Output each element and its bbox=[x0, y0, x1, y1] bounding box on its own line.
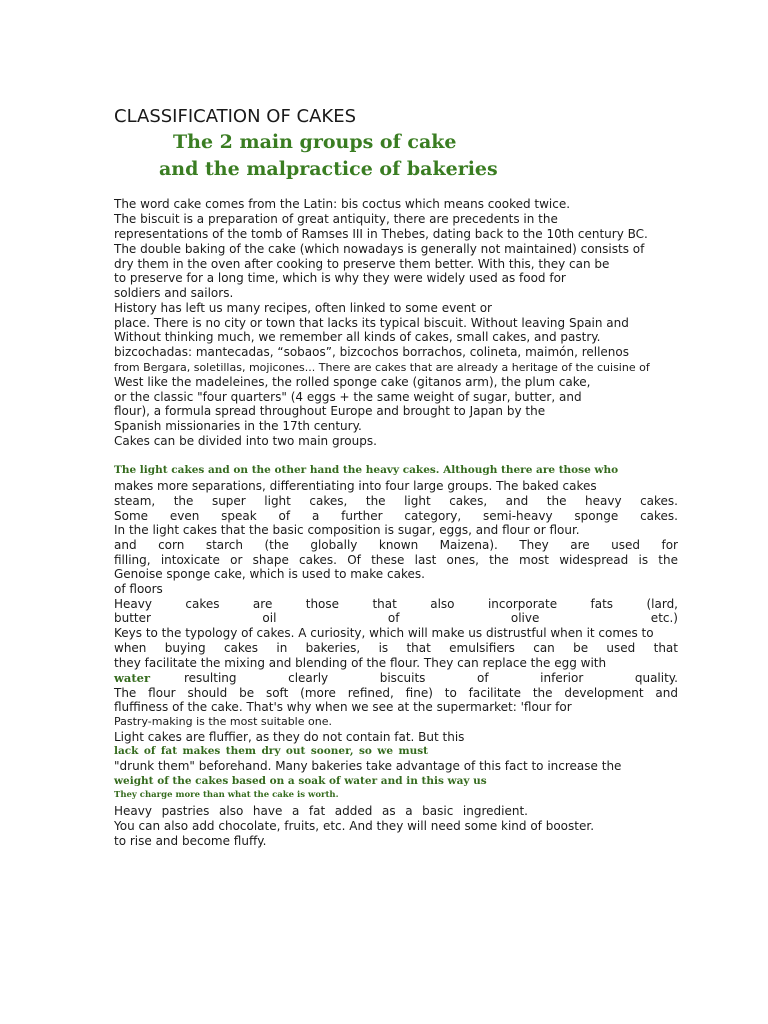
paragraph-line: Keys to the typology of cakes. A curiosity, which will make us distrustful when it comes to bbox=[114, 626, 654, 640]
paragraph-line: Some even speak of a further category, semi-heavy sponge cakes. bbox=[114, 509, 678, 523]
paragraph-line: flour), a formula spread throughout Europe and brought to Japan by the bbox=[114, 404, 546, 418]
paragraph-line: place. There is no city or town that lacks its typical biscuit. Without leaving Spain and bbox=[114, 316, 629, 330]
green-highlight-line: The light cakes and on the other hand the heavy cakes. Although there are those who bbox=[114, 464, 619, 476]
paragraph-line: or the classic "four quarters" (4 eggs + the same weight of sugar, butter, and bbox=[114, 390, 582, 404]
paragraph-line: bizcochadas: mantecadas, “sobaos”, bizcochos borrachos, colineta, maimón, rellenos bbox=[114, 345, 630, 359]
paragraph-line: to rise and become fluffy. bbox=[114, 834, 267, 848]
subtitle-line-1: The 2 main groups of cake bbox=[173, 131, 457, 153]
paragraph-line: Cakes can be divided into two main groups. bbox=[114, 434, 377, 448]
paragraph-line: of floors bbox=[114, 582, 163, 596]
paragraph-line: from Bergara, soletillas, mojicones... There are cakes that are already a heritage of the cuisine of bbox=[114, 361, 650, 374]
paragraph-line: Without thinking much, we remember all kinds of cakes, small cakes, and pastry. bbox=[114, 330, 601, 344]
paragraph-line: butter oil of olive etc.) bbox=[114, 611, 678, 625]
paragraph-line: representations of the tomb of Ramses III in Thebes, dating back to the 10th century BC. bbox=[114, 227, 648, 241]
paragraph-line: You can also add chocolate, fruits, etc. And they will need some kind of booster. bbox=[114, 819, 595, 833]
paragraph-line: The word cake comes from the Latin: bis coctus which means cooked twice. bbox=[114, 197, 571, 211]
paragraph-line: Heavy cakes are those that also incorporate fats (lard, bbox=[114, 597, 678, 611]
paragraph-line: dry them in the oven after cooking to preserve them better. With this, they can be bbox=[114, 257, 610, 271]
green-highlight-line: lack of fat makes them dry out sooner, so we must bbox=[114, 745, 428, 757]
green-highlight-line: weight of the cakes based on a soak of water and in this way us bbox=[114, 775, 487, 787]
paragraph-line: they facilitate the mixing and blending of the flour. They can replace the egg with bbox=[114, 656, 607, 670]
paragraph-line: Spanish missionaries in the 17th century. bbox=[114, 419, 362, 433]
paragraph-line: soldiers and sailors. bbox=[114, 286, 234, 300]
paragraph-line: Light cakes are fluffier, as they do not contain fat. But this bbox=[114, 730, 465, 744]
paragraph-line: The biscuit is a preparation of great antiquity, there are precedents in the bbox=[114, 212, 558, 226]
paragraph-line: History has left us many recipes, often linked to some event or bbox=[114, 301, 492, 315]
paragraph-line: and corn starch (the globally known Maizena). They are used for bbox=[114, 538, 678, 552]
paragraph-line: filling, intoxicate or shape cakes. Of these last ones, the most widespread is the bbox=[114, 553, 678, 567]
subtitle-line-2: and the malpractice of bakeries bbox=[159, 158, 498, 180]
paragraph-line: Heavy pastries also have a fat added as a basic ingredient. bbox=[114, 804, 528, 818]
paragraph-line: makes more separations, differentiating into four large groups. The baked cakes bbox=[114, 479, 597, 493]
paragraph-line: "drunk them" beforehand. Many bakeries take advantage of this fact to increase the bbox=[114, 759, 622, 773]
green-word: water bbox=[114, 671, 151, 685]
paragraph-line: Pastry-making is the most suitable one. bbox=[114, 715, 332, 728]
paragraph-line: In the light cakes that the basic composition is sugar, eggs, and flour or flour. bbox=[114, 523, 580, 537]
paragraph-line: fluffiness of the cake. That's why when we see at the supermarket: 'flour for bbox=[114, 700, 572, 714]
paragraph-line: to preserve for a long time, which is why they were widely used as food for bbox=[114, 271, 566, 285]
paragraph-line-rest: resulting clearly biscuits of inferior quality. bbox=[184, 671, 678, 685]
green-highlight-line: They charge more than what the cake is worth. bbox=[114, 790, 339, 800]
paragraph-line: The double baking of the cake (which nowadays is generally not maintained) consists of bbox=[114, 242, 645, 256]
paragraph-line: when buying cakes in bakeries, is that emulsifiers can be used that bbox=[114, 641, 678, 655]
paragraph-line: The flour should be soft (more refined, fine) to facilitate the development and bbox=[114, 686, 678, 700]
paragraph-line: Genoise sponge cake, which is used to make cakes. bbox=[114, 567, 425, 581]
paragraph-line: steam, the super light cakes, the light cakes, and the heavy cakes. bbox=[114, 494, 678, 508]
page-title: CLASSIFICATION OF CAKES bbox=[114, 106, 357, 127]
paragraph-line: West like the madeleines, the rolled sponge cake (gitanos arm), the plum cake, bbox=[114, 375, 591, 389]
